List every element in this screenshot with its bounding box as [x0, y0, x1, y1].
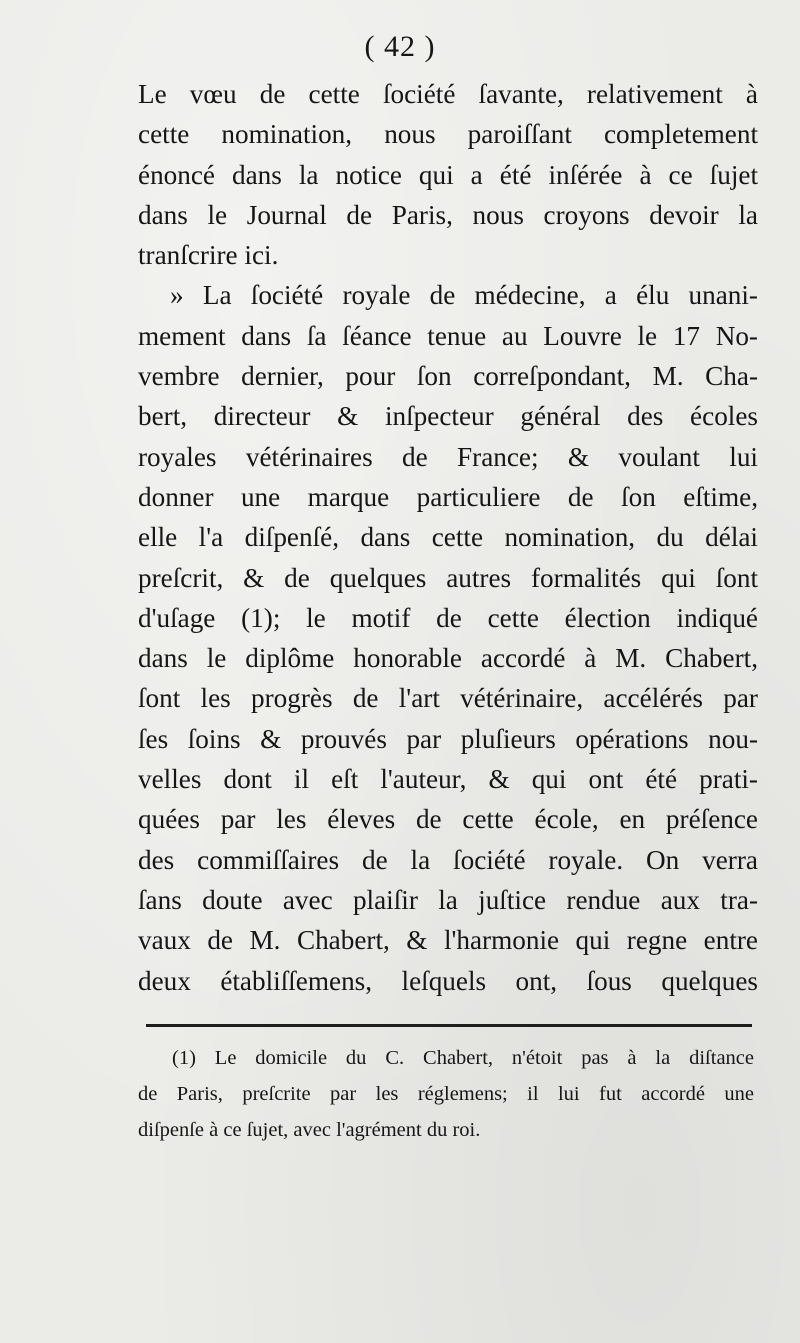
text-line: elle l'a diſpenſé, dans cette nomination, du délai — [138, 522, 758, 553]
text-line: cette nomination, nous paroiſſant completement — [138, 119, 758, 150]
text-line: » La ſociété royale de médecine, a élu unani- — [170, 280, 758, 311]
text-line: dans le diplôme honorable accordé à M. Chabert, — [138, 643, 758, 674]
text-line: donner une marque particuliere de ſon eſtime, — [138, 481, 758, 512]
text-line: tranſcrire ici. — [138, 240, 279, 271]
footnote-line: diſpenſe à ce ſujet, avec l'agrément du roi. — [138, 1119, 481, 1141]
text-line: royales vétérinaires de France; & voulant lui — [138, 441, 758, 472]
text-line: bert, directeur & inſpecteur général des écoles — [138, 401, 758, 432]
text-line: ſont les progrès de l'art vétérinaire, accélérés par — [138, 683, 758, 714]
footnote-line: de Paris, preſcrite par les réglemens; il lui fut accordé une — [138, 1083, 754, 1105]
text-line: vembre dernier, pour ſon correſpondant, M. Cha- — [138, 361, 758, 392]
text-line: ſans doute avec plaiſir la juſtice rendue aux tra- — [138, 884, 758, 915]
text-line: deux établiſſemens, leſquels ont, ſous quelques — [138, 965, 758, 996]
footnote-rule — [146, 1024, 752, 1027]
text-line: velles dont il eſt l'auteur, & qui ont été prati- — [138, 764, 758, 795]
text-line: preſcrit, & de quelques autres formalités qui ſont — [138, 562, 758, 593]
text-line: vaux de M. Chabert, & l'harmonie qui regne entre — [138, 925, 758, 956]
footnote — [138, 1040, 754, 1148]
text-line: ſes ſoins & prouvés par pluſieurs opérations nou- — [138, 723, 758, 754]
text-line: dans le Journal de Paris, nous croyons devoir la — [138, 199, 758, 230]
page-number: ( 42 ) — [364, 30, 436, 63]
text-line: mement dans ſa ſéance tenue au Louvre le 17 No- — [138, 320, 758, 351]
text-line: quées par les éleves de cette école, en préſence — [138, 804, 758, 835]
main-text — [138, 74, 758, 1001]
text-line: des commiſſaires de la ſociété royale. On verra — [138, 844, 758, 875]
text-line: Le vœu de cette ſociété ſavante, relativement à — [138, 79, 758, 109]
text-line: énoncé dans la notice qui a été inſérée à ce ſujet — [138, 159, 758, 190]
text-line: d'uſage (1); le motif de cette élection indiqué — [138, 602, 758, 633]
footnote-line: (1) Le domicile du C. Chabert, n'étoit pas à la diſtance — [172, 1047, 754, 1069]
